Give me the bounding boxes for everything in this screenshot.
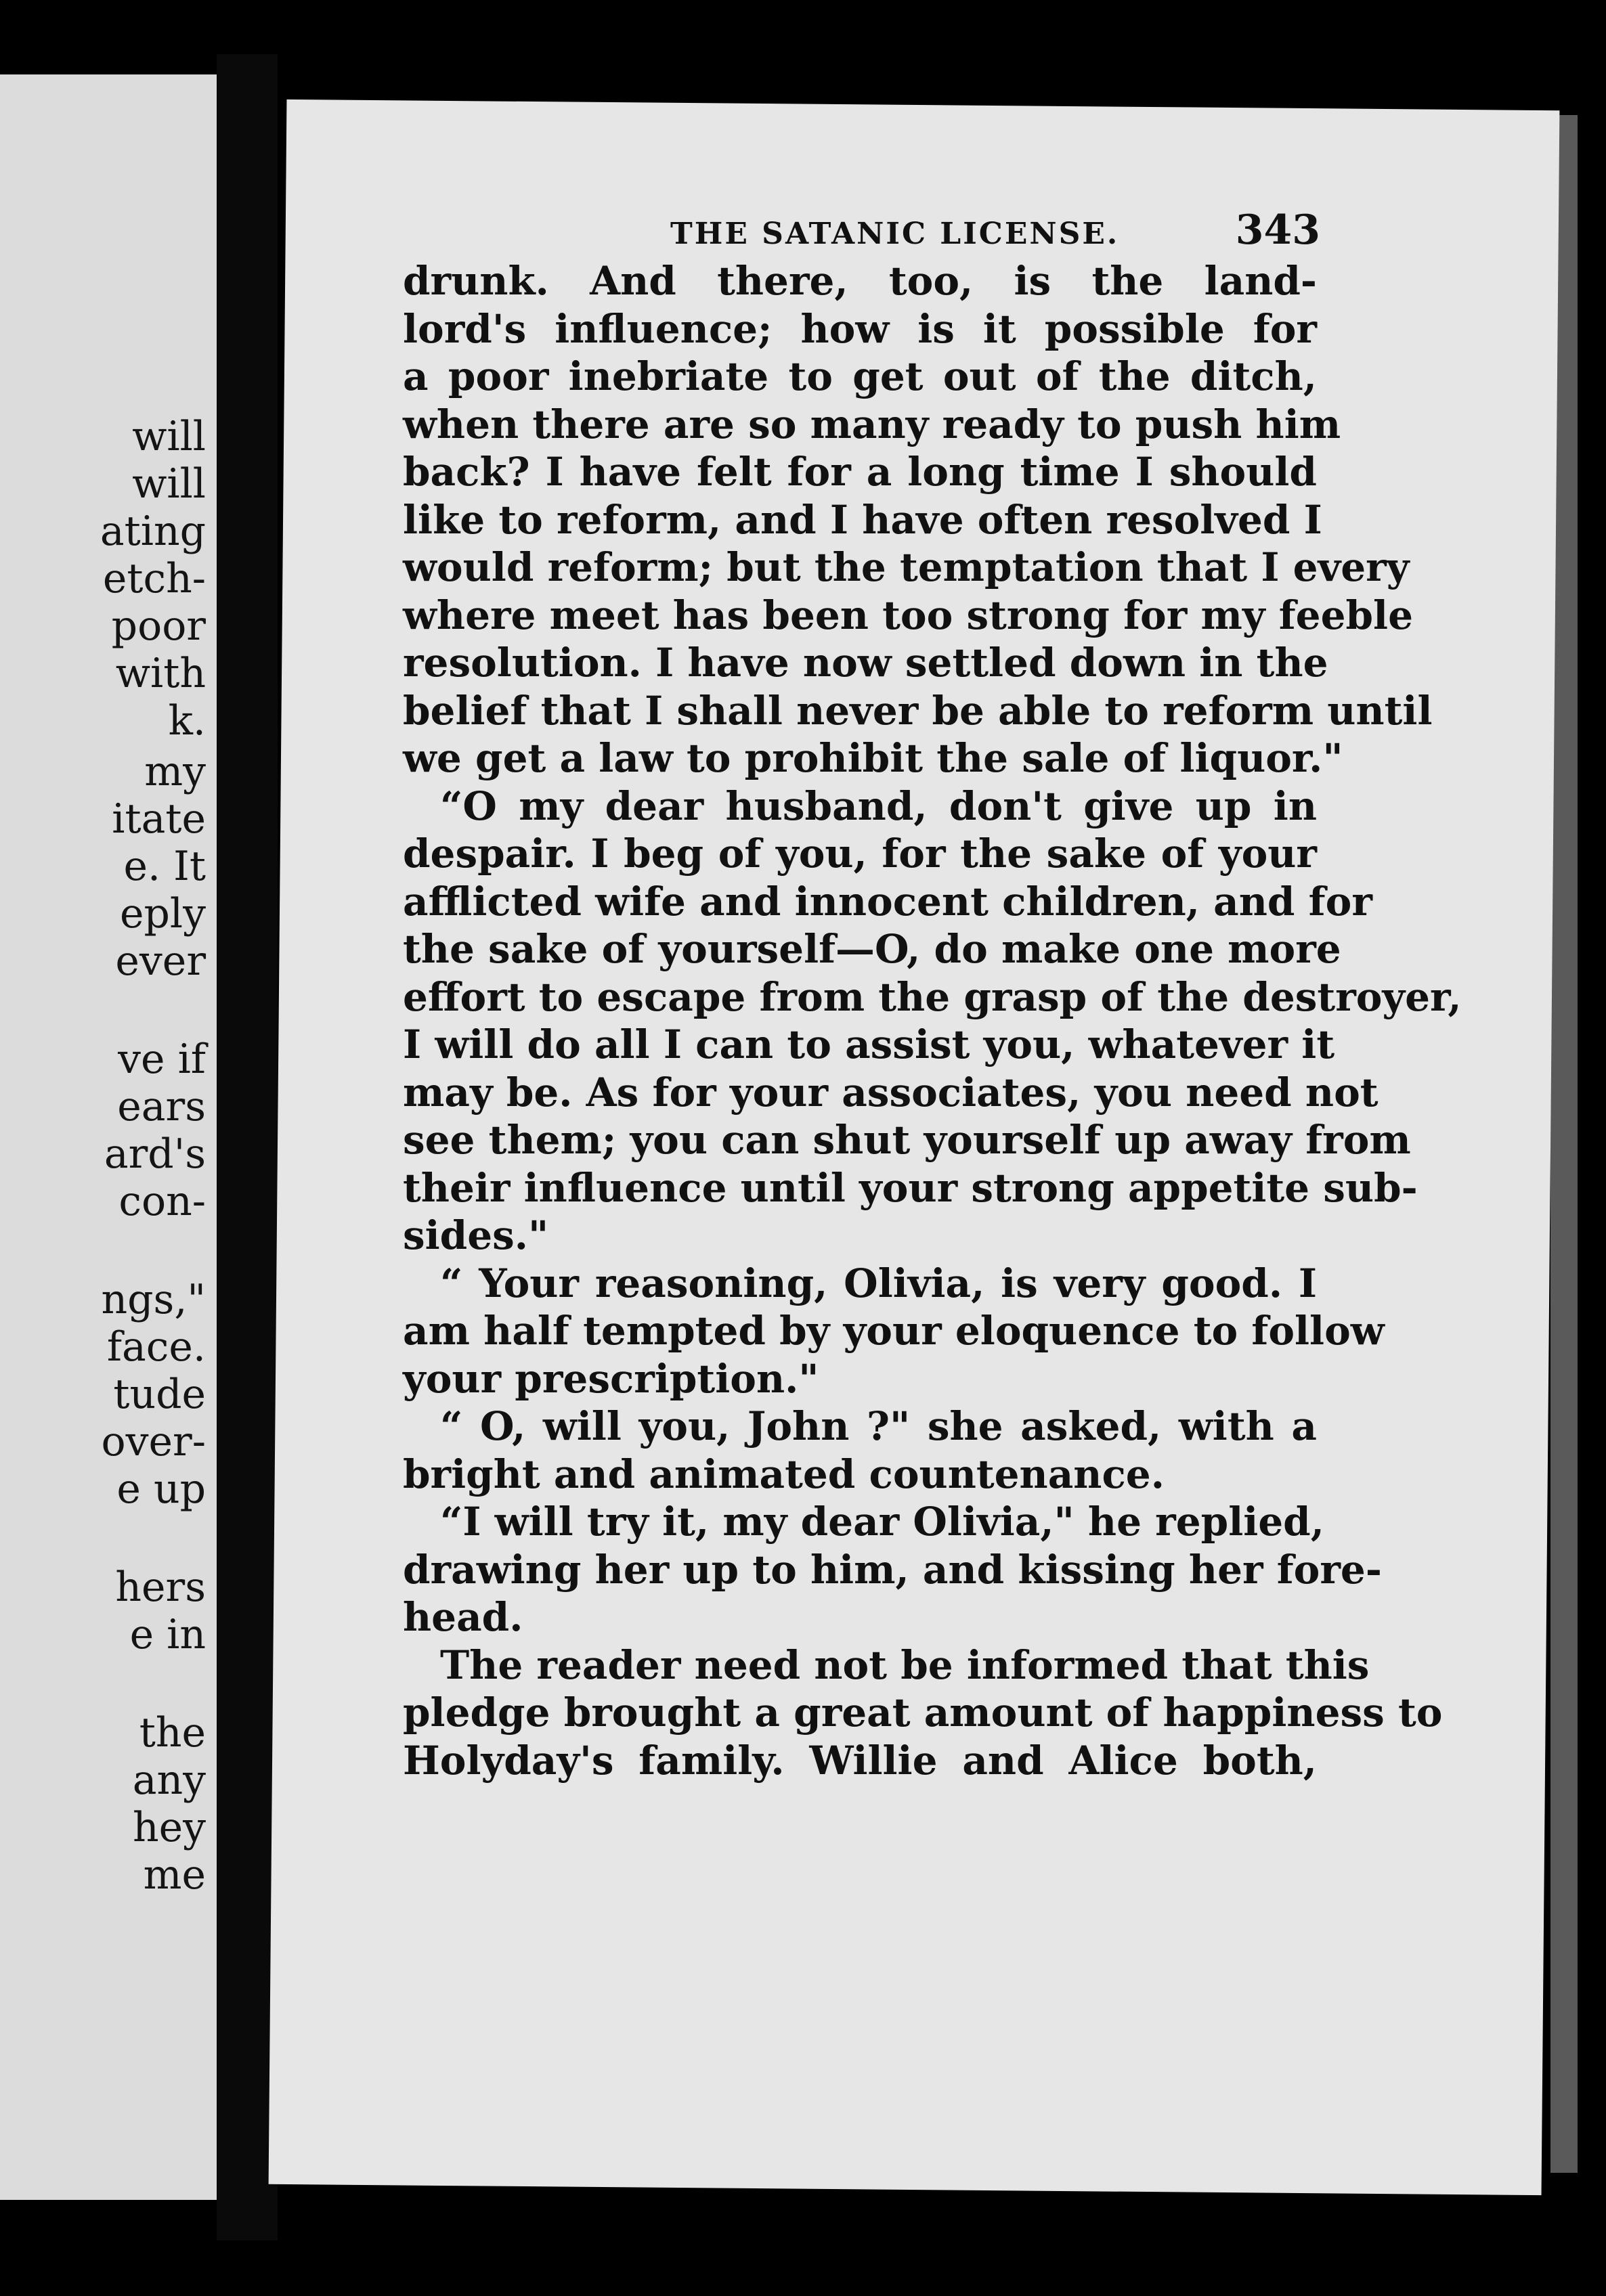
left-line: over- (101, 1418, 206, 1465)
left-line: e. It (123, 843, 206, 890)
left-line: itate (112, 795, 206, 843)
text-line: Holyday's family. Willie and Alice both, (403, 1737, 1317, 1784)
text-line: afflicted wife and innocent children, and for (403, 878, 1372, 925)
text-line: bright and animated countenance. (403, 1451, 1165, 1497)
text-line: resolution. I have now settled down in the (403, 640, 1328, 686)
text-line: am half tempted by your eloquence to follow (403, 1308, 1385, 1354)
left-line: any (132, 1757, 206, 1804)
text-line: the sake of yourself—O, do make one more (403, 926, 1341, 972)
text-line: where meet has been too strong for my feeble (403, 592, 1413, 638)
text-line: pledge brought a great amount of happiness to (403, 1690, 1443, 1736)
text-line: lord's influence; how is it possible for (403, 305, 1317, 352)
left-line: my (144, 748, 206, 795)
left-line: with (115, 650, 206, 697)
text-line: we get a law to prohibit the sale of liquor." (403, 735, 1343, 781)
left-line: e up (116, 1465, 206, 1513)
text-line: “ O, will you, John ?" she asked, with a (440, 1403, 1317, 1449)
text-line: “ Your reasoning, Olivia, is very good. I (440, 1260, 1317, 1306)
text-line: when there are so many ready to push him (403, 401, 1341, 447)
text-line: despair. I beg of you, for the sake of your (403, 831, 1317, 877)
text-line: see them; you can shut yourself up away from (403, 1117, 1411, 1163)
left-line: con- (118, 1178, 206, 1225)
left-line: ears (117, 1083, 206, 1130)
body-text (403, 257, 1462, 1784)
text-line: sides." (403, 1212, 549, 1258)
left-line: hers (115, 1564, 206, 1611)
text-line: would reform; but the temptation that I every (403, 544, 1410, 590)
left-line: will (132, 460, 206, 508)
page-number: 343 (1235, 206, 1320, 254)
left-line: tude (113, 1371, 206, 1418)
text-line: your prescription." (403, 1355, 819, 1402)
left-line: the (139, 1709, 206, 1757)
text-line: “O my dear husband, don't give up in (440, 782, 1317, 829)
left-page-fragment (0, 74, 217, 2200)
left-line: face. (106, 1323, 206, 1371)
left-line: e in (129, 1611, 206, 1658)
left-line: ve if (118, 1036, 206, 1083)
text-line: their influence until your strong appetite sub- (403, 1164, 1418, 1211)
left-line: ever (115, 937, 206, 985)
text-line: drunk. And there, too, is the land- (403, 258, 1317, 304)
left-line: ard's (104, 1130, 206, 1178)
left-line: ngs," (101, 1276, 206, 1323)
left-line: k. (168, 697, 206, 745)
left-line: poor (111, 602, 206, 650)
text-line: drawing her up to him, and kissing her fore- (403, 1546, 1382, 1593)
text-line: The reader need not be informed that this (440, 1641, 1370, 1688)
text-line: I will do all I can to assist you, whatever it (403, 1021, 1335, 1067)
book-spine (217, 54, 278, 2240)
text-line: head. (403, 1594, 523, 1640)
left-line: will (132, 413, 206, 460)
text-line: effort to escape from the grasp of the destroyer, (403, 973, 1462, 1020)
text-line: “I will try it, my dear Olivia," he replied, (440, 1499, 1324, 1545)
running-head (393, 206, 1320, 254)
text-line: like to reform, and I have often resolved I (403, 496, 1322, 543)
running-head-title: THE SATANIC LICENSE. (670, 217, 1120, 251)
left-line: etch- (102, 555, 206, 602)
left-line: ating (100, 508, 206, 555)
text-line: back? I have felt for a long time I should (403, 449, 1317, 495)
left-line: me (143, 1851, 206, 1899)
text-line: a poor inebriate to get out of the ditch, (403, 353, 1317, 399)
left-line: eply (119, 890, 206, 937)
text-line: belief that I shall never be able to reform until (403, 687, 1433, 734)
text-line: may be. As for your associates, you need not (403, 1069, 1379, 1116)
left-line: hey (132, 1804, 206, 1851)
